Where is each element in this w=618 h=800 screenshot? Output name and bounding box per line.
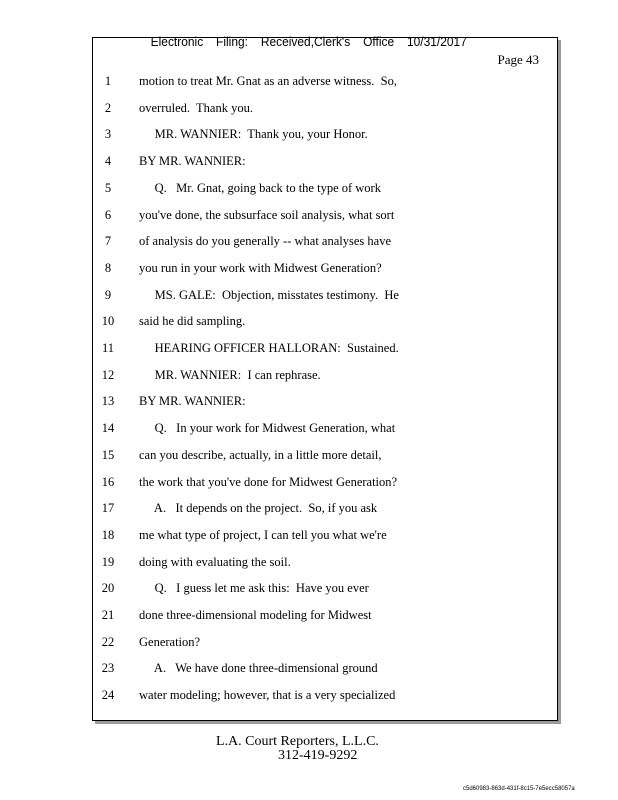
line-number: 17 [101, 501, 115, 516]
line-text: BY MR. WANNIER: [139, 154, 246, 169]
line-number: 15 [101, 447, 115, 462]
line-text: of analysis do you generally -- what analyses have [139, 234, 392, 249]
line-text: water modeling; however, that is a very specialized [139, 688, 396, 703]
header-part: 10/31/2017 [406, 34, 467, 49]
line-text: Q. Mr. Gnat, going back to the type of work [139, 180, 381, 195]
line-text: overruled. Thank you. [139, 100, 253, 115]
line-text: the work that you've done for Midwest Generation? [139, 474, 398, 489]
document-hash: c5d60983-863d-431f-8c15-7e5ecc58057a [463, 786, 575, 792]
line-text: done three-dimensional modeling for Midwest [139, 608, 372, 622]
line-number: 23 [101, 661, 115, 676]
line-number: 8 [104, 260, 112, 275]
line-text: doing with evaluating the soil. [139, 554, 291, 569]
line-text: MR. WANNIER: I can rephrase. [139, 367, 321, 382]
line-number: 13 [101, 394, 115, 409]
line-text: said he did sampling. [139, 314, 246, 329]
line-number: 16 [101, 474, 115, 489]
line-number: 20 [101, 581, 115, 596]
line-number: 6 [104, 207, 112, 222]
line-number: 3 [104, 127, 112, 142]
footer-company: L.A. Court Reporters, L.L.C. [216, 734, 379, 749]
line-number: 22 [101, 634, 115, 649]
line-number: 10 [101, 314, 115, 329]
header-part: Office [363, 34, 395, 49]
line-number: 1 [104, 74, 112, 88]
line-number: 24 [101, 688, 115, 703]
footer-phone: 312-419-9292 [278, 748, 358, 763]
line-number: 14 [101, 421, 115, 436]
line-text: MS. GALE: Objection, misstates testimony. He [139, 287, 399, 302]
line-text: BY MR. WANNIER: [139, 394, 246, 409]
line-number: 2 [104, 100, 112, 115]
line-number: 4 [104, 154, 112, 169]
transcript-page-box [92, 37, 558, 721]
line-text: can you describe, actually, in a little more detail, [139, 447, 382, 462]
line-text: MR. WANNIER: Thank you, your Honor. [139, 127, 368, 142]
line-text: me what type of project, I can tell you what we're [139, 527, 387, 542]
line-number: 21 [101, 608, 115, 622]
page-number: Page 43 [497, 52, 539, 67]
line-text: you run in your work with Midwest Generation? [139, 260, 382, 275]
header-part: Received,Clerk's [260, 34, 351, 49]
line-text: A. It depends on the project. So, if you ask [139, 501, 378, 516]
line-number: 7 [104, 234, 112, 249]
line-number: 19 [101, 554, 115, 569]
line-text: HEARING OFFICER HALLORAN: Sustained. [139, 341, 399, 355]
line-text: motion to treat Mr. Gnat as an adverse witness. So, [139, 74, 397, 88]
line-text: Generation? [139, 634, 201, 649]
header-part: Filing: [216, 34, 248, 49]
line-text: Q. In your work for Midwest Generation, what [139, 421, 396, 436]
line-number: 9 [104, 287, 112, 302]
line-number: 12 [101, 367, 115, 382]
line-text: you've done, the subsurface soil analysis, what sort [139, 207, 395, 222]
line-number: 11 [101, 341, 115, 355]
line-text: Q. I guess let me ask this: Have you ever [139, 581, 369, 596]
header-part: Electronic [150, 34, 204, 49]
line-number: 18 [101, 527, 115, 542]
line-text: A. We have done three-dimensional ground [139, 661, 378, 676]
line-number: 5 [104, 180, 112, 195]
